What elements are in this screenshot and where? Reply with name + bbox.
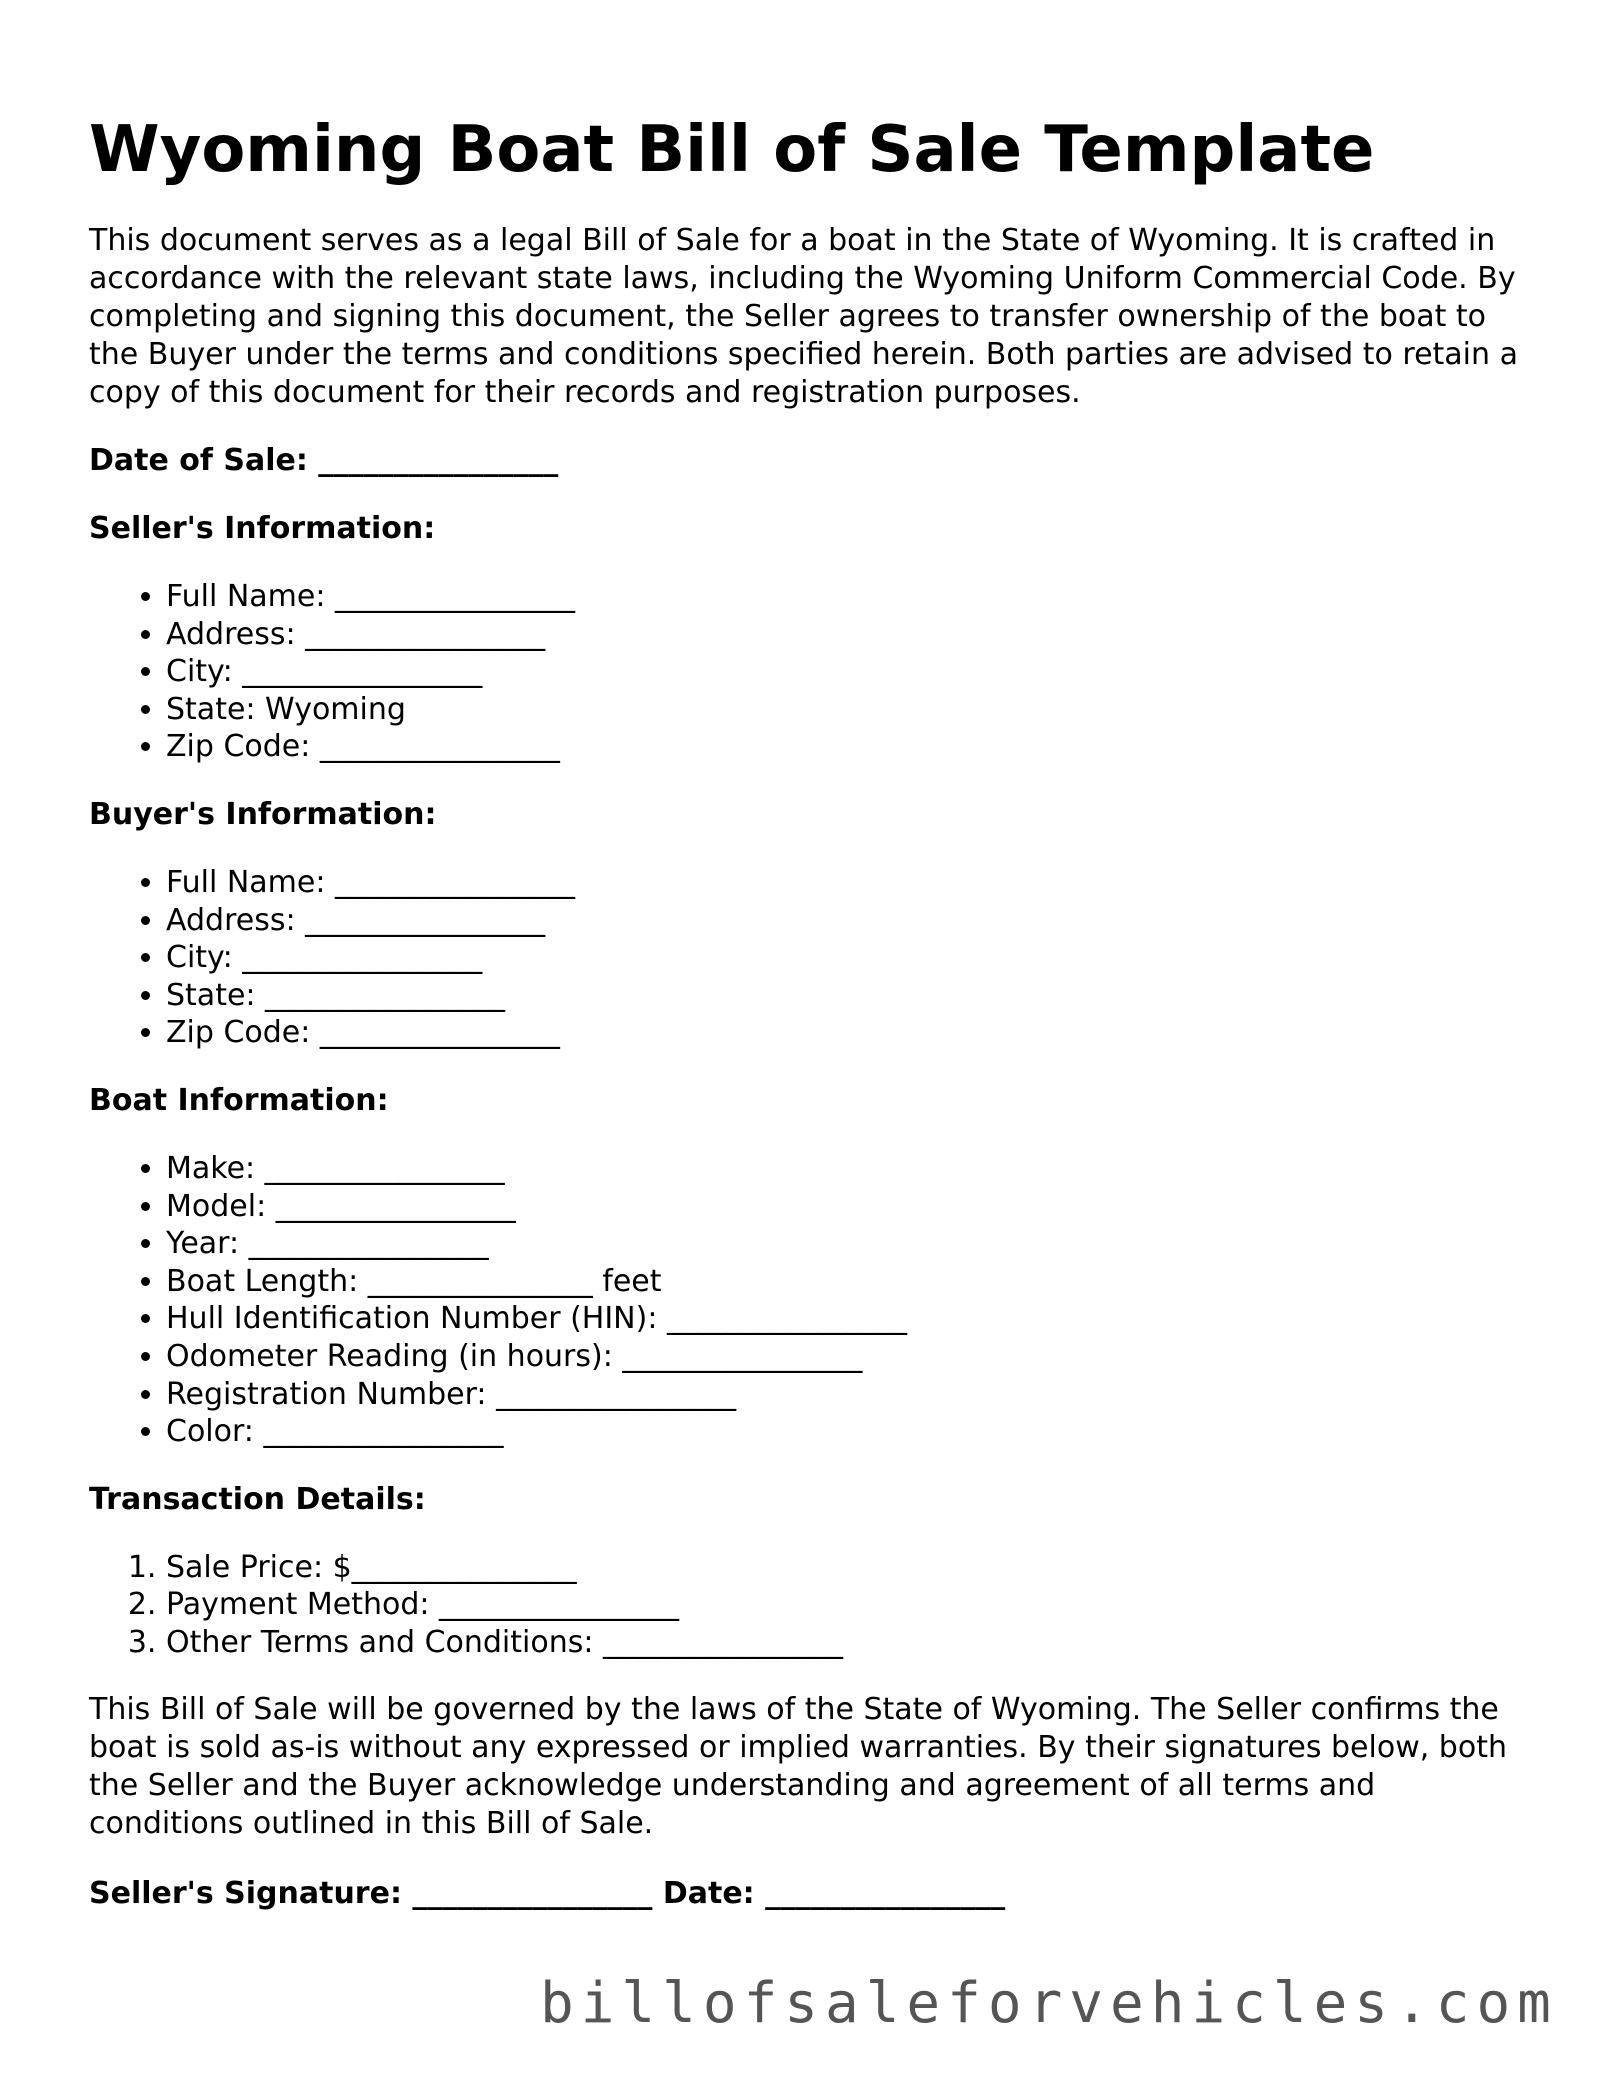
buyer-section-heading: Buyer's Information: xyxy=(89,796,437,832)
boat-model-field: • Model: ________________ xyxy=(166,1188,1519,1226)
document-title: Wyoming Boat Bill of Sale Template xyxy=(89,113,1375,187)
document xyxy=(89,110,1519,1913)
site-watermark: billofsaleforvehicles.com xyxy=(540,1971,1558,2036)
boat-year-field: • Year: ________________ xyxy=(166,1225,1519,1263)
seller-address-field: • Address: ________________ xyxy=(166,616,1519,654)
seller-signature-line: Seller's Signature: ________________ Date: ________________ xyxy=(89,1876,1006,1912)
boat-hin-field: • Hull Identification Number (HIN): ________________ xyxy=(166,1300,1519,1338)
intro-paragraph: This document serves as a legal Bill of Sale for a boat in the State of Wyoming. It is crafted in accordance with the relevant state laws, including the Wyoming Uniform Commercial Code. By completing and signing this document, the Seller agrees to transfer ownership of the boat to the Buyer under the terms and conditions specified herein. Both parties are advised to retain a copy of this document for their records and registration purposes. xyxy=(89,223,1518,410)
buyer-zip-field: • Zip Code: ________________ xyxy=(166,1014,1519,1052)
sale-price-field: 1. Sale Price: $_______________ xyxy=(166,1549,1519,1587)
seller-info-list xyxy=(89,578,1519,766)
seller-section-heading: Seller's Information: xyxy=(89,511,436,546)
seller-state-field: • State: Wyoming xyxy=(166,691,1519,729)
boat-make-field: • Make: ________________ xyxy=(166,1150,1519,1188)
buyer-full-name-field: • Full Name: ________________ xyxy=(166,864,1519,902)
boat-color-field: • Color: ________________ xyxy=(166,1413,1519,1451)
seller-city-field: • City: ________________ xyxy=(166,653,1519,691)
boat-info-list xyxy=(89,1150,1519,1451)
buyer-city-field: • City: ________________ xyxy=(166,939,1519,977)
buyer-address-field: • Address: ________________ xyxy=(166,902,1519,940)
boat-section-heading: Boat Information: xyxy=(89,1082,389,1118)
payment-method-field: 2. Payment Method: ________________ xyxy=(166,1586,1519,1624)
transaction-section-heading: Transaction Details: xyxy=(89,1481,426,1517)
seller-full-name-field: • Full Name: ________________ xyxy=(166,578,1519,616)
seller-zip-field: • Zip Code: ________________ xyxy=(166,728,1519,766)
boat-length-field: • Boat Length: _______________ feet xyxy=(166,1263,1519,1301)
buyer-state-field: • State: ________________ xyxy=(166,977,1519,1015)
boat-odometer-field: • Odometer Reading (in hours): ________________ xyxy=(166,1338,1519,1376)
transaction-list xyxy=(89,1549,1519,1662)
boat-registration-field: • Registration Number: ________________ xyxy=(166,1376,1519,1414)
date-of-sale-field: Date of Sale: ________________ xyxy=(89,443,559,478)
other-terms-field: 3. Other Terms and Conditions: ________________ xyxy=(166,1624,1519,1662)
closing-paragraph: This Bill of Sale will be governed by the laws of the State of Wyoming. The Seller confirms the boat is sold as-is without any expressed or implied warranties. By their signatures below, both the Seller and the Buyer acknowledge understanding and agreement of all terms and conditions outlined in this Bill of Sale. xyxy=(89,1692,1507,1842)
buyer-info-list xyxy=(89,864,1519,1052)
